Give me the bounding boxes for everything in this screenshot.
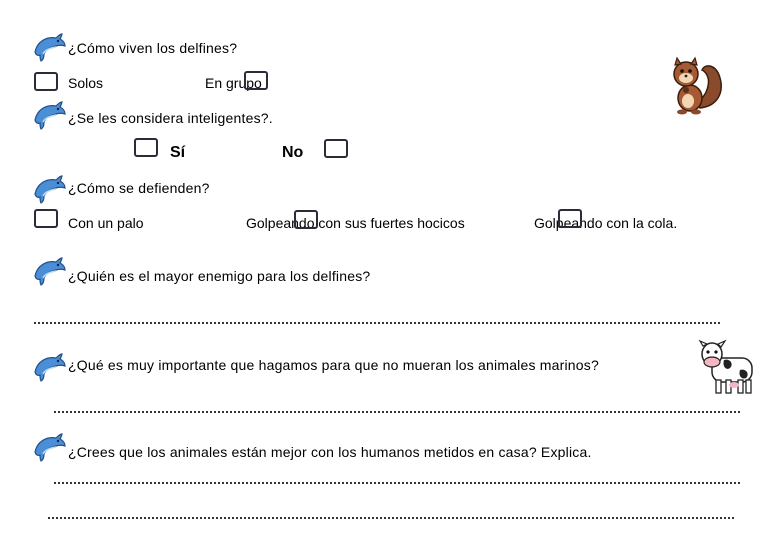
answer-line[interactable] <box>34 322 720 324</box>
dolphin-icon <box>32 100 66 132</box>
question-6: ¿Crees que los animales están mejor con los humanos metidos en casa? Explica. <box>68 444 592 460</box>
question-4: ¿Quién es el mayor enemigo para los delfines? <box>68 268 371 284</box>
option-si: Sí <box>170 144 186 161</box>
checkbox-hocicos[interactable] <box>294 210 318 229</box>
option-solos: Solos <box>68 75 104 91</box>
question-2: ¿Se les considera inteligentes?. <box>68 110 273 126</box>
option-hocicos: Golpeando con sus fuertes hocicos <box>246 215 465 231</box>
question-1: ¿Cómo viven los delfines? <box>68 40 238 56</box>
dolphin-icon <box>32 432 66 464</box>
dolphin-icon <box>32 32 66 64</box>
answer-line[interactable] <box>54 482 740 484</box>
answer-line[interactable] <box>48 517 734 519</box>
question-3: ¿Cómo se defienden? <box>68 180 210 196</box>
dolphin-icon <box>32 256 66 288</box>
option-en-grupo: En grupo <box>205 75 262 91</box>
squirrel-icon <box>666 56 728 116</box>
dolphin-icon <box>32 174 66 206</box>
cow-icon <box>698 338 760 398</box>
answer-line[interactable] <box>54 411 740 413</box>
option-no: No <box>282 144 304 161</box>
question-5: ¿Qué es muy importante que hagamos para que no mueran los animales marinos? <box>68 357 599 373</box>
checkbox-si[interactable] <box>134 138 158 157</box>
option-cola: Golpeando con la cola. <box>534 215 678 231</box>
checkbox-no[interactable] <box>324 139 348 158</box>
dolphin-icon <box>32 352 66 384</box>
checkbox-en-grupo[interactable] <box>244 71 268 90</box>
checkbox-cola[interactable] <box>558 209 582 228</box>
checkbox-solos[interactable] <box>34 72 58 91</box>
checkbox-con-un-palo[interactable] <box>34 209 58 228</box>
option-con-un-palo: Con un palo <box>68 215 144 231</box>
